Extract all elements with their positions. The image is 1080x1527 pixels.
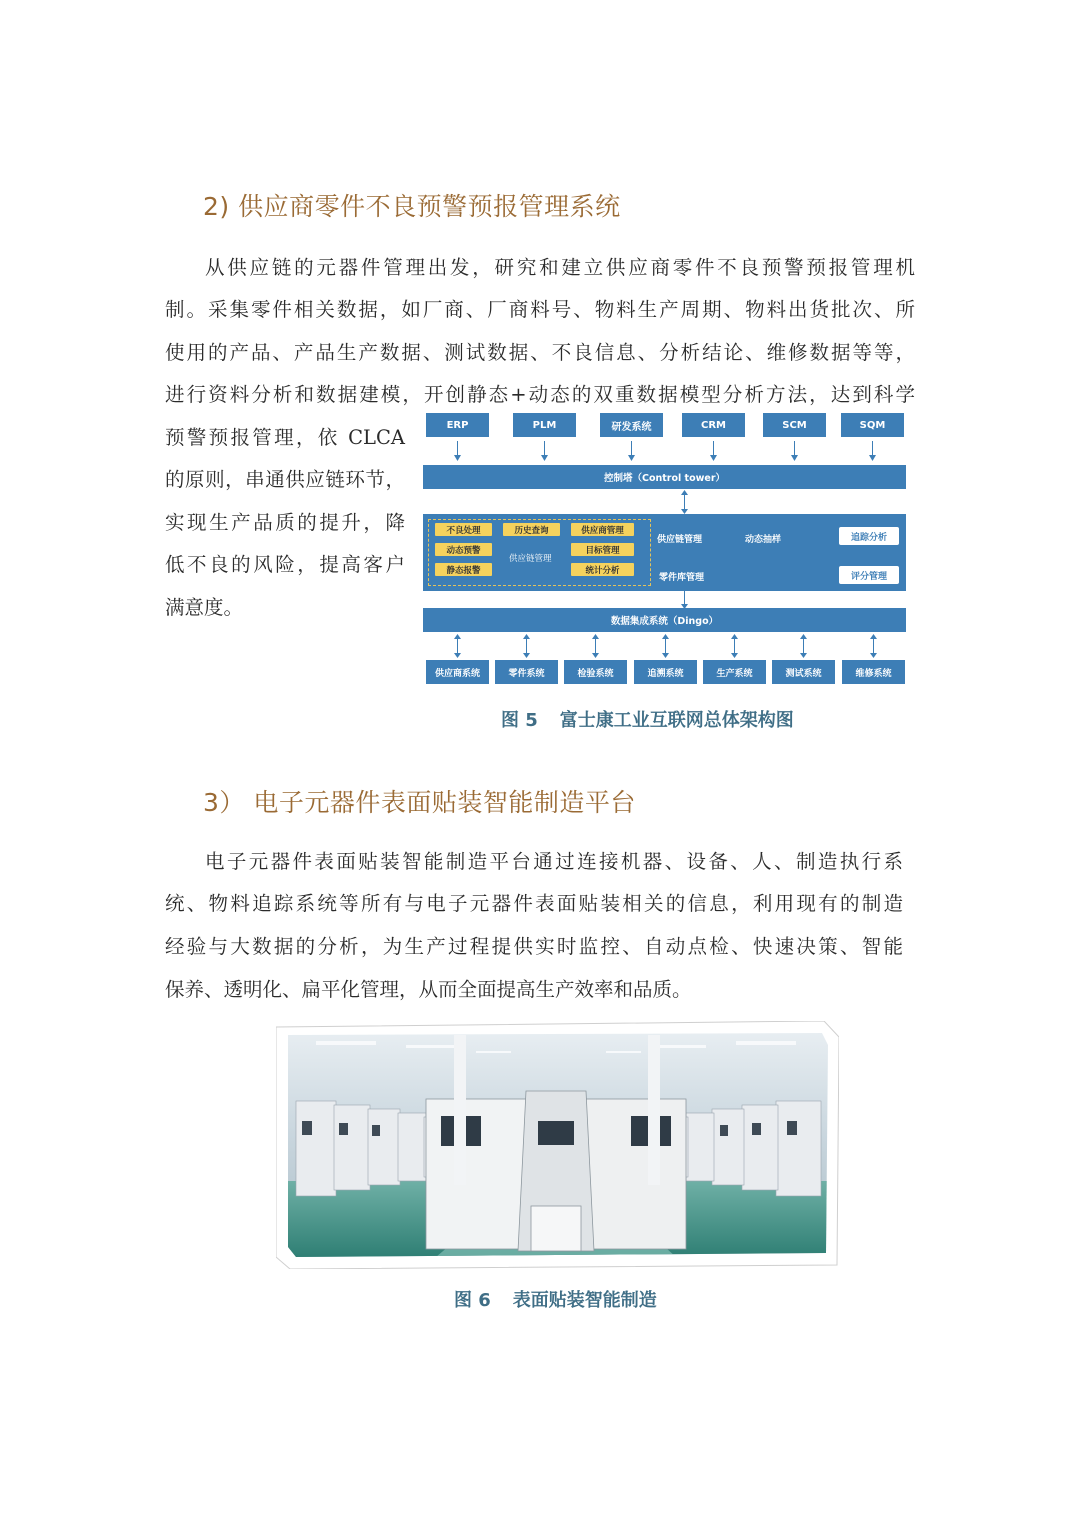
figure-number: 图 6 (454, 1290, 491, 1311)
paragraph-line: 从供应链的元器件管理出发，研究和建立供应商零件不良预警预报管理机 (205, 256, 915, 279)
module-chip: 目标管理 (571, 543, 634, 556)
figure-caption (454, 1286, 657, 1312)
section-heading-smt-platform: 3） 电子元器件表面贴装智能制造平台 (203, 788, 636, 817)
module-chip: 动态预警 (435, 543, 492, 556)
panel-label: 供应链管理 (657, 535, 703, 545)
top-system-box: SQM (841, 413, 904, 437)
bottom-system-box: 检验系统 (564, 660, 627, 684)
module-chip: 历史查询 (503, 523, 560, 536)
bottom-system-box: 追溯系统 (634, 660, 697, 684)
panel-pill: 评分管理 (839, 566, 899, 584)
connector-arrow (627, 441, 636, 461)
connector-arrow (869, 634, 878, 658)
smt-factory-photo (276, 1021, 839, 1269)
connector-arrow (591, 634, 600, 658)
module-chip: 统计分析 (571, 563, 634, 576)
supply-chain-module-group (428, 519, 651, 586)
module-chip: 静态报警 (435, 563, 492, 576)
figure-title: 表面贴装智能制造 (512, 1290, 657, 1311)
connector-arrow (540, 441, 549, 461)
paragraph-line: 进行资料分析和数据建模，开创静态+动态的双重数据模型分析方法，达到科学 (165, 383, 915, 406)
connector-arrow (453, 634, 462, 658)
figure-number: 图 5 (501, 710, 538, 731)
connector-arrow (522, 634, 531, 658)
paragraph-line: 经验与大数据的分析，为生产过程提供实时监控、自动点检、快速决策、智能 (165, 935, 903, 958)
data-integration-bar: 数据集成系统（Dingo） (423, 608, 906, 632)
architecture-diagram (423, 408, 909, 690)
paragraph-line: 保养、透明化、扁平化管理，从而全面提高生产效率和品质。 (165, 978, 692, 1001)
connector-arrow (661, 634, 670, 658)
panel-pill: 追踪分析 (839, 527, 899, 545)
connector-arrow (680, 585, 689, 609)
paragraph-line: 电子元器件表面贴装智能制造平台通过连接机器、设备、人、制造执行系 (205, 850, 903, 873)
bottom-system-box: 维修系统 (842, 660, 905, 684)
connector-arrow (790, 441, 799, 461)
bottom-system-box: 供应商系统 (426, 660, 489, 684)
section-heading-supplier-warning: 2) 供应商零件不良预警预报管理系统 (203, 192, 621, 221)
paragraph-line: 满意度。 (165, 596, 244, 619)
top-system-box: SCM (763, 413, 826, 437)
bottom-system-box: 生产系统 (703, 660, 766, 684)
top-system-box: CRM (682, 413, 745, 437)
panel-label: 零件库管理 (659, 573, 705, 583)
figure-caption (501, 706, 794, 732)
paragraph-line: 低不良的风险，提高客户 (165, 553, 405, 576)
top-system-box: PLM (513, 413, 576, 437)
paragraph-line: 的原则，串通供应链环节， (165, 468, 405, 491)
bottom-system-box: 零件系统 (495, 660, 558, 684)
paragraph-line: 制。采集零件相关数据，如厂商、厂商料号、物料生产周期、物料出货批次、所 (165, 298, 915, 321)
connector-arrow (868, 441, 877, 461)
bottom-system-box: 测试系统 (772, 660, 835, 684)
connector-arrow (453, 441, 462, 461)
top-system-box: ERP (426, 413, 489, 437)
management-panel (423, 514, 906, 591)
panel-label: 动态抽样 (745, 535, 782, 545)
module-chip: 不良处理 (435, 523, 492, 536)
connector-arrow (709, 441, 718, 461)
paragraph-line: 使用的产品、产品生产数据、测试数据、不良信息、分析结论、维修数据等等， (165, 341, 915, 364)
connector-arrow (799, 634, 808, 658)
top-system-box: 研发系统 (600, 413, 663, 437)
module-chip: 供应商管理 (571, 523, 634, 536)
figure-title: 富士康工业互联网总体架构图 (559, 710, 794, 731)
paragraph-line: 预警预报管理，依 CLCA (165, 426, 405, 449)
paragraph-line: 实现生产品质的提升，降 (165, 511, 405, 534)
control-tower-bar: 控制塔（Control tower） (423, 465, 906, 489)
connector-arrow (680, 490, 689, 514)
paragraph-line: 统、物料追踪系统等所有与电子元器件表面贴装相关的信息，利用现有的制造 (165, 892, 903, 915)
connector-arrow (730, 634, 739, 658)
module-group-label: 供应链管理 (509, 554, 552, 564)
